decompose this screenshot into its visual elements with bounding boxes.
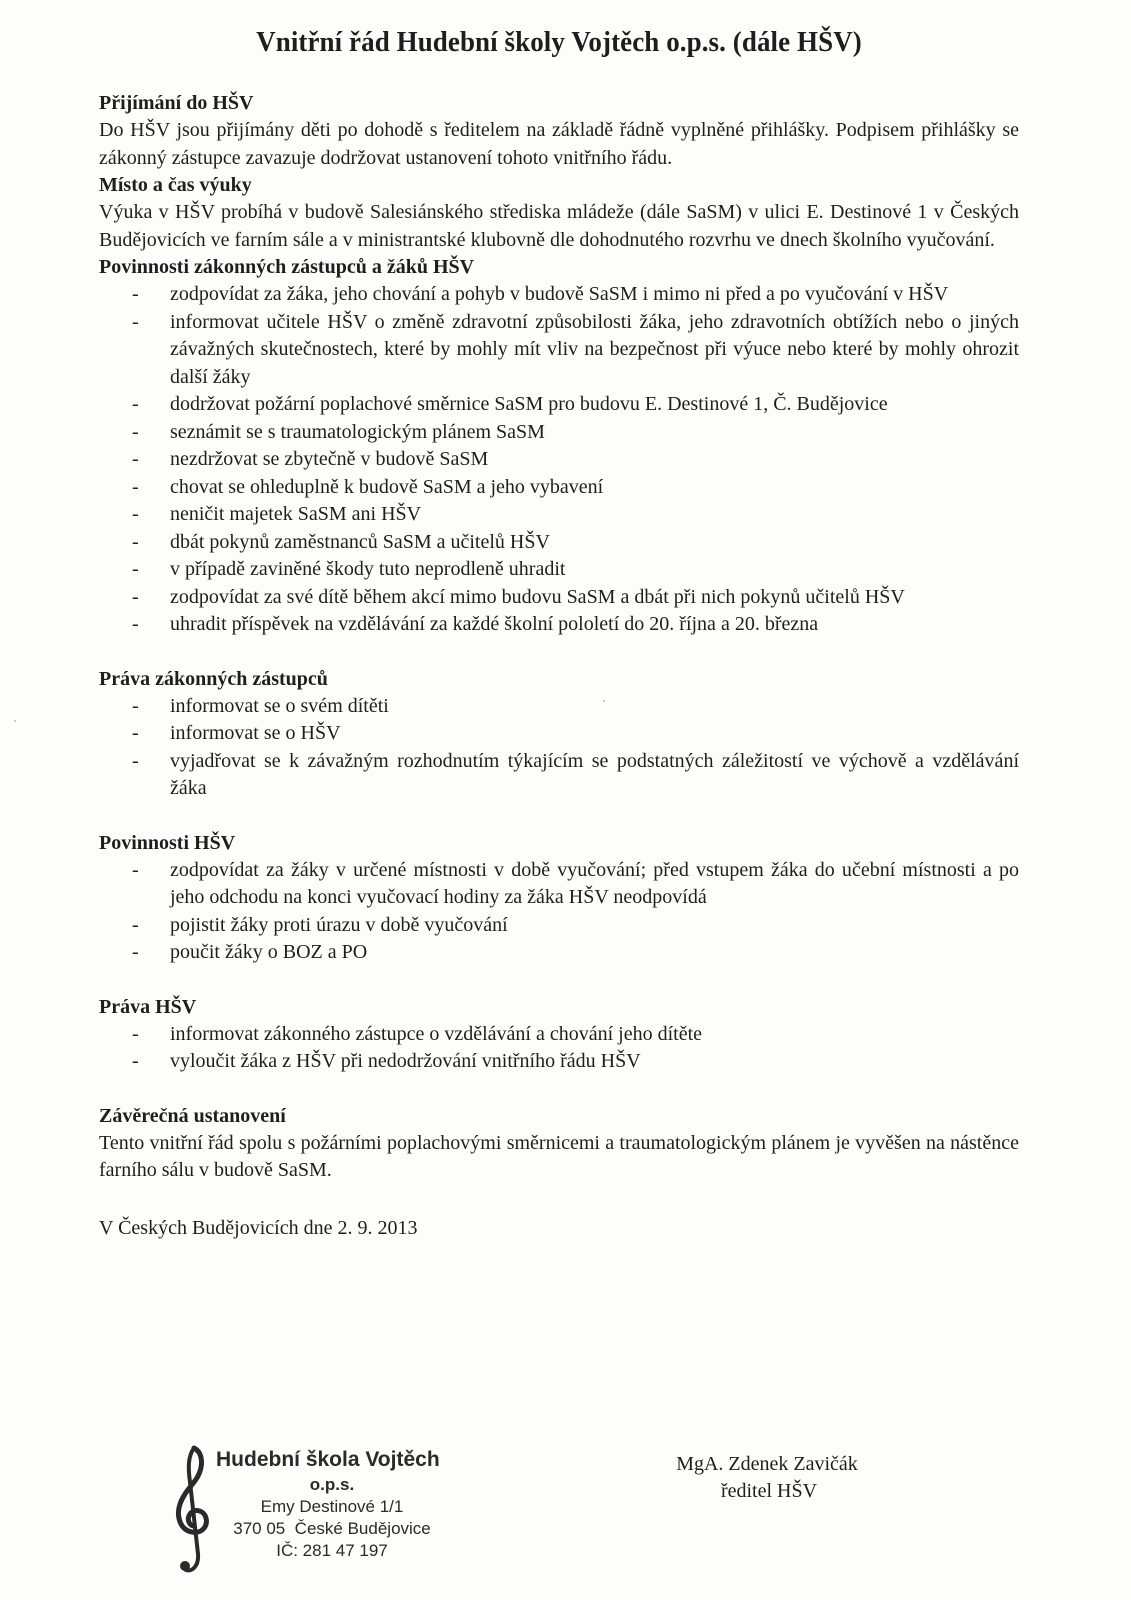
spacer (99, 1076, 1019, 1103)
spacer (99, 803, 1019, 830)
dash-bullet: - (132, 913, 139, 936)
list-item (99, 419, 1019, 447)
dash-bullet: - (132, 585, 139, 608)
stamp-school-name: Hudební škola Vojtěch (216, 1448, 440, 1471)
list-item-text: uhradit příspěvek na vzdělávání za každé školní pololetí do 20. října a 20. března (170, 613, 819, 635)
scan-speck (14, 720, 16, 722)
list-item (99, 584, 1019, 612)
list-item-text: informovat zákonného zástupce o vzdělávání a chování jeho dítěte (170, 1022, 703, 1045)
school-stamp (168, 1448, 468, 1588)
section-paragraph: Tento vnitřní řád spolu s požárními poplachovými směrnicemi a traumatologickým plánem je vyvěšen na nástěnce farního sálu v budově SaSM. (99, 1131, 1019, 1181)
dash-bullet: - (132, 1050, 139, 1072)
dash-bullet: - (132, 1022, 139, 1045)
dash-bullet: - (132, 310, 139, 333)
stamp-legal-form: o.p.s. (309, 1475, 355, 1494)
section-paragraph: Výuka v HŠV probíhá v budově Salesiánského střediska mládeže (dále SaSM) v ulici E. Destinové 1 v Českých Budějovicích ve farním sále a v ministrantské klubovně dle dohodnutého rozvrhu ve dnech školního vyučování. (99, 201, 1019, 251)
dash-bullet: - (132, 858, 139, 881)
list-item (99, 501, 1019, 529)
signature-block (657, 1451, 877, 1505)
dash-bullet: - (132, 448, 139, 470)
list-item (99, 391, 1019, 419)
signatory-name: MgA. Zdenek Zavičák (676, 1453, 858, 1475)
section-heading: Povinnosti HŠV (99, 831, 236, 854)
list-item-text: informovat se o HŠV (170, 722, 341, 744)
list-item (99, 748, 1019, 803)
list-item-text: pojistit žáky proti úrazu v době vyučování (170, 913, 508, 936)
signatory-role: ředitel HŠV (720, 1480, 818, 1502)
section-heading: Přijímání do HŠV (99, 92, 254, 114)
list-item (99, 529, 1019, 557)
list-item-text: informovat se o svém dítěti (170, 694, 389, 717)
list-item-text: zodpovídat za své dítě během akcí mimo budovu SaSM a dbát při nich pokynů učitelů HŠV (170, 585, 905, 608)
dash-bullet: - (132, 694, 139, 717)
list-item (99, 912, 1019, 940)
rights-list (99, 693, 1019, 803)
scan-speck (603, 700, 605, 702)
treble-clef-icon (168, 1442, 214, 1582)
dash-bullet: - (132, 420, 139, 443)
list-item-text: dbát pokynů zaměstnanců SaSM a učitelů HŠV (170, 530, 550, 553)
dash-bullet: - (132, 503, 139, 525)
list-item (99, 281, 1019, 309)
list-item (99, 693, 1019, 721)
school-rights-list (99, 1021, 1019, 1076)
section-school-rights (99, 994, 1019, 1076)
list-item (99, 939, 1019, 967)
document-title: Vnitřní řád Hudební školy Vojtěch o.p.s. (dále HŠV) (256, 26, 862, 58)
list-item-text: v případě zaviněné škody tuto neprodleně uhradit (170, 558, 566, 580)
dash-bullet: - (132, 749, 139, 772)
list-item-text: vyloučit žáka z HŠV při nedodržování vnitřního řádu HŠV (170, 1050, 641, 1072)
spacer (99, 639, 1019, 666)
section-final-provisions (99, 1103, 1019, 1185)
school-duties-list (99, 857, 1019, 967)
section-guardian-rights (99, 666, 1019, 803)
list-item (99, 1021, 1019, 1049)
list-item-text: zodpovídat za žáky v určené místnosti v době vyučování; před vstupem žáka do učební místnosti a po jeho odchodu na konci vyučovací hodiny za žáka HŠV neodpovídá (170, 858, 1019, 908)
date-line: V Českých Budějovicích dne 2. 9. 2013 (99, 1216, 418, 1239)
list-item (99, 611, 1019, 639)
stamp-city: 370 05 České Budějovice (233, 1519, 431, 1538)
section-paragraph: Do HŠV jsou přijímány děti po dohodě s ředitelem na základě řádně vyplněné přihlášky. Podpisem přihlášky se zákonný zástupce zavazuje dodržovat ustanovení tohoto vnitřního řádu. (99, 119, 1019, 169)
duties-list (99, 281, 1019, 639)
section-school-duties (99, 830, 1019, 967)
list-item-text: neničit majetek SaSM ani HŠV (170, 503, 422, 525)
section-heading: Práva zákonných zástupců (99, 667, 328, 690)
list-item (99, 857, 1019, 912)
spacer (99, 967, 1019, 994)
list-item-text: poučit žáky o BOZ a PO (170, 941, 368, 963)
list-item (99, 1048, 1019, 1076)
stamp-ico: IČ: 281 47 197 (276, 1541, 388, 1560)
section-admission (99, 90, 1019, 172)
dash-bullet: - (132, 393, 139, 415)
section-place-time (99, 172, 1019, 254)
list-item-text: seznámit se s traumatologickým plánem SaSM (170, 420, 545, 443)
list-item-text: dodržovat požární poplachové směrnice SaSM pro budovu E. Destinové 1, Č. Budějovice (170, 393, 888, 415)
section-heading: Závěrečná ustanovení (99, 1104, 286, 1127)
stamp-street: Emy Destinové 1/1 (260, 1497, 404, 1516)
dash-bullet: - (132, 941, 139, 963)
dash-bullet: - (132, 613, 139, 635)
section-guardian-duties (99, 254, 1019, 639)
list-item-text: informovat učitele HŠV o změně zdravotní způsobilosti žáka, jeho zdravotních obtížích nebo o jiných závažných skutečnostech, které by mohly mít vliv na bezpečnost při výuce nebo které by mohly ohrozit další žáky (170, 310, 1019, 388)
dash-bullet: - (132, 558, 139, 580)
dash-bullet: - (132, 530, 139, 553)
section-heading: Povinnosti zákonných zástupců a žáků HŠV (99, 256, 475, 278)
list-item (99, 556, 1019, 584)
list-item-text: chovat se ohleduplně k budově SaSM a jeho vybavení (170, 475, 604, 498)
section-heading: Místo a čas výuky (99, 174, 252, 196)
dash-bullet: - (132, 475, 139, 498)
list-item (99, 720, 1019, 748)
list-item-text: vyjadřovat se k závažným rozhodnutím týkajícím se podstatných záležitostí ve výchově a vzdělávání žáka (170, 749, 1019, 799)
stamp-address-block (216, 1474, 448, 1562)
list-item-text: zodpovídat za žáka, jeho chování a pohyb v budově SaSM i mimo ni před a po vyučování v HŠV (170, 283, 949, 305)
section-heading: Práva HŠV (99, 995, 197, 1018)
document-page (99, 22, 1019, 1242)
dash-bullet: - (132, 283, 139, 305)
list-item (99, 474, 1019, 502)
list-item (99, 309, 1019, 392)
list-item-text: nezdržovat se zbytečně v budově SaSM (170, 448, 489, 470)
list-item (99, 446, 1019, 474)
dash-bullet: - (132, 722, 139, 744)
